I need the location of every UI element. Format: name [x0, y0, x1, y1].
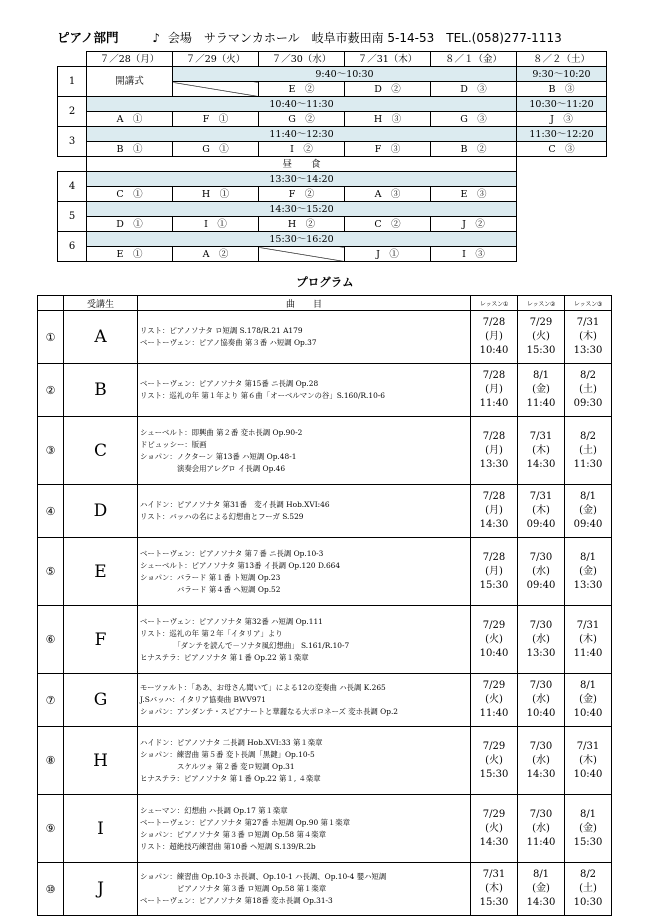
row-index: ③	[38, 417, 64, 485]
lesson-slot: F ③	[345, 142, 431, 157]
program-pieces: ショパン：練習曲 Op.10-3 ホ長調、Op.10-1 ハ長調、Op.10-4 嬰ハ短調 ピアノソナタ 第３番 ロ短調 Op.58 第１楽章 ベートーヴェン：ピアノソナタ 第18番 変ホ長調 Op.31-3	[138, 863, 471, 916]
lesson-slot: E ②	[259, 82, 345, 97]
student-letter: E	[64, 538, 138, 606]
row-index: ②	[38, 364, 64, 417]
date-header: ７／28（月）	[87, 52, 173, 67]
time-slot: 11:30～12:20	[517, 127, 607, 142]
lesson2-slot: 8/1 (金) 11:40	[518, 364, 565, 417]
lesson3-slot: 7/31 (木) 13:30	[565, 311, 612, 364]
student-letter: J	[64, 863, 138, 916]
lesson3-slot: 8/2 (土) 11:30	[565, 417, 612, 485]
venue-info: 会場 サラマンカホール 岐阜市薮田南 5-14-53 TEL.(058)277-1113	[167, 31, 562, 45]
program-row	[38, 674, 612, 727]
program-row	[38, 364, 612, 417]
program-pieces: ハイドン：ピアノソナタ 第31番 変イ長調 Hob.XVI:46 リスト：バッハの名による幻想曲とフーガ S.529	[138, 485, 471, 538]
student-letter: D	[64, 485, 138, 538]
program-pieces: シューベルト：即興曲 第２番 変ホ長調 Op.90-2 ドビュッシー：版画 ショパン：ノクターン 第13番 ハ短調 Op.48-1 演奏会用アレグロ イ長調 Op.46	[138, 417, 471, 485]
empty-slot	[259, 247, 345, 262]
lesson2-slot: 7/30 (水) 13:30	[518, 606, 565, 674]
lesson1-slot: 7/28 (月) 11:40	[471, 364, 518, 417]
row-index: ④	[38, 485, 64, 538]
lesson-slot: C ①	[87, 187, 173, 202]
lesson-slot: F ②	[259, 187, 345, 202]
lesson2-slot: 7/30 (水) 09:40	[518, 538, 565, 606]
lesson-slot: C ②	[345, 217, 431, 232]
music-note-icon: ♪	[152, 31, 161, 45]
lesson1-slot: 7/28 (月) 13:30	[471, 417, 518, 485]
program-pieces: モーツァルト：「ああ、お母さん聞いて」による12の変奏曲 ハ長調 K.265 J.Sバッハ：イタリア協奏曲 BWV971 ショパン：アンダンテ・スピアナートと華麗なる大ポロネーズ 変ホ長調 Op.2	[138, 674, 471, 727]
lesson1-header: レッスン①	[471, 296, 518, 311]
period-number: 3	[58, 127, 87, 157]
period-number: 6	[58, 232, 87, 262]
date-header: ７／31（木）	[345, 52, 431, 67]
student-letter: H	[64, 727, 138, 795]
section-title: ピアノ部門	[57, 30, 119, 45]
lesson-slot: C ③	[517, 142, 607, 157]
lesson2-slot: 7/30 (水) 11:40	[518, 795, 565, 863]
lesson1-slot: 7/28 (月) 15:30	[471, 538, 518, 606]
lesson-slot: I ③	[431, 247, 517, 262]
lesson1-slot: 7/28 (月) 14:30	[471, 485, 518, 538]
lesson-slot: H ①	[173, 187, 259, 202]
corner-cell	[58, 52, 87, 67]
lesson3-slot: 8/2 (土) 09:30	[565, 364, 612, 417]
student-letter: A	[64, 311, 138, 364]
period-number: 5	[58, 202, 87, 232]
lesson1-slot: 7/29 (火) 11:40	[471, 674, 518, 727]
program-pieces: リスト：ピアノソナタ ロ短調 S.178/R.21 A179 ベートーヴェン：ピアノ協奏曲 第３番 ハ短調 Op.37	[138, 311, 471, 364]
program-table	[37, 295, 612, 916]
empty-slot	[173, 82, 259, 97]
student-letter: B	[64, 364, 138, 417]
lesson3-slot: 8/1 (金) 09:40	[565, 485, 612, 538]
lesson2-slot: 7/30 (水) 14:30	[518, 727, 565, 795]
program-row	[38, 727, 612, 795]
program-row	[38, 606, 612, 674]
lesson-slot: H ③	[345, 112, 431, 127]
lesson-slot: F ①	[173, 112, 259, 127]
blank-area	[517, 172, 607, 262]
row-index: ⑩	[38, 863, 64, 916]
lesson-slot: A ①	[87, 112, 173, 127]
row-index: ①	[38, 311, 64, 364]
program-row	[38, 417, 612, 485]
lesson-slot: A ②	[173, 247, 259, 262]
schedule-table	[57, 51, 607, 262]
lesson3-slot: 8/1 (金) 10:40	[565, 674, 612, 727]
lesson2-slot: 7/31 (木) 14:30	[518, 417, 565, 485]
lesson1-slot: 7/29 (火) 15:30	[471, 727, 518, 795]
student-letter: F	[64, 606, 138, 674]
program-pieces: ベートーヴェン：ピアノソナタ 第15番 ニ長調 Op.28 リスト：巡礼の年 第１年より 第６曲「オーベルマンの谷」S.160/R.10-6	[138, 364, 471, 417]
lunch-spacer	[58, 157, 87, 172]
lesson3-slot: 7/31 (木) 10:40	[565, 727, 612, 795]
lesson-slot: D ③	[431, 82, 517, 97]
program-pieces: ベートーヴェン：ピアノソナタ 第７番 ニ長調 Op.10-3 シューベルト：ピアノソナタ 第13番 イ長調 Op.120 D.664 ショパン：バラード 第１番 ト短調 Op.23 バラード 第４番 ヘ短調 Op.52	[138, 538, 471, 606]
row-index: ⑧	[38, 727, 64, 795]
time-slot: 9:40～10:30	[173, 67, 517, 82]
lesson-slot: D ①	[87, 217, 173, 232]
lesson-slot: E ①	[87, 247, 173, 262]
program-row	[38, 795, 612, 863]
period-number: 1	[58, 67, 87, 97]
lesson3-slot: 7/31 (木) 11:40	[565, 606, 612, 674]
lesson3-header: レッスン③	[565, 296, 612, 311]
lesson-slot: B ③	[517, 82, 607, 97]
lesson1-slot: 7/28 (月) 10:40	[471, 311, 518, 364]
lesson3-slot: 8/2 (土) 10:30	[565, 863, 612, 916]
program-row	[38, 485, 612, 538]
date-header: ７／30（水）	[259, 52, 345, 67]
row-index: ⑦	[38, 674, 64, 727]
time-slot: 13:30～14:20	[87, 172, 517, 187]
lesson-slot: E ③	[431, 187, 517, 202]
lesson1-slot: 7/31 (木) 15:30	[471, 863, 518, 916]
pieces-header: 曲 目	[138, 296, 471, 311]
lesson1-slot: 7/29 (火) 14:30	[471, 795, 518, 863]
lesson2-slot: 8/1 (金) 14:30	[518, 863, 565, 916]
student-letter: G	[64, 674, 138, 727]
lesson2-header: レッスン②	[518, 296, 565, 311]
lesson-slot: H ②	[259, 217, 345, 232]
date-header: ８／２（土）	[517, 52, 607, 67]
page-header	[57, 28, 610, 46]
row-index: ⑥	[38, 606, 64, 674]
lesson-slot: G ①	[173, 142, 259, 157]
time-slot: 14:30～15:20	[87, 202, 517, 217]
lesson3-slot: 8/1 (金) 15:30	[565, 795, 612, 863]
lesson2-slot: 7/29 (火) 15:30	[518, 311, 565, 364]
time-slot: 15:30～16:20	[87, 232, 517, 247]
program-row	[38, 538, 612, 606]
lesson2-slot: 7/30 (水) 10:40	[518, 674, 565, 727]
lesson-slot: G ③	[431, 112, 517, 127]
program-title: プログラム	[296, 275, 354, 289]
row-index: ⑤	[38, 538, 64, 606]
lesson-slot: J ③	[517, 112, 607, 127]
student-header: 受講生	[64, 296, 138, 311]
lesson-slot: D ②	[345, 82, 431, 97]
program-pieces: シューマン：幻想曲 ハ長調 Op.17 第１楽章 ベートーヴェン：ピアノソナタ 第27番 ホ短調 Op.90 第１楽章 ショパン：ピアノソナタ 第３番 ロ短調 Op.58 第４楽章 リスト：超絶技巧練習曲 第10番 ヘ短調 S.139/R.2b	[138, 795, 471, 863]
program-row	[38, 311, 612, 364]
index-header	[38, 296, 64, 311]
student-letter: C	[64, 417, 138, 485]
period-number: 4	[58, 172, 87, 202]
lesson3-slot: 8/1 (金) 13:30	[565, 538, 612, 606]
lesson-slot: B ②	[431, 142, 517, 157]
time-slot: 9:30～10:20	[517, 67, 607, 82]
lesson-slot: B ①	[87, 142, 173, 157]
lesson1-slot: 7/29 (火) 10:40	[471, 606, 518, 674]
lunch-spacer	[517, 157, 607, 172]
date-header: ７／29（火）	[173, 52, 259, 67]
lesson2-slot: 7/31 (木) 09:40	[518, 485, 565, 538]
program-row	[38, 863, 612, 916]
student-letter: I	[64, 795, 138, 863]
lesson-slot: A ③	[345, 187, 431, 202]
lesson-slot: I ②	[259, 142, 345, 157]
lesson-slot: G ②	[259, 112, 345, 127]
time-slot: 10:30～11:20	[517, 97, 607, 112]
lesson-slot: I ①	[173, 217, 259, 232]
date-header: ８／１（金）	[431, 52, 517, 67]
period-number: 2	[58, 97, 87, 127]
row-index: ⑨	[38, 795, 64, 863]
opening-ceremony: 開講式	[87, 67, 173, 97]
time-slot: 10:40～11:30	[87, 97, 517, 112]
lesson-slot: J ①	[345, 247, 431, 262]
program-pieces: ベートーヴェン：ピアノソナタ 第32番 ハ短調 Op.111 リスト：巡礼の年 第２年「イタリア」より 「ダンテを読んで－ソナタ風幻想曲」 S.161/R.10-7 ヒナステラ：ピアノソナタ 第１番 Op.22 第１楽章	[138, 606, 471, 674]
lesson-slot: J ②	[431, 217, 517, 232]
lunch-break: 昼 食	[87, 157, 517, 172]
program-pieces: ハイドン：ピアノソナタ 二長調 Hob.XVI:33 第１楽章 ショパン：練習曲 第５番 変ト長調「黒鍵」Op.10-5 スケルツォ 第２番 変ロ短調 Op.31 ヒナステラ：ピアノソナタ 第１番 Op.22 第１, ４楽章	[138, 727, 471, 795]
time-slot: 11:40～12:30	[87, 127, 517, 142]
